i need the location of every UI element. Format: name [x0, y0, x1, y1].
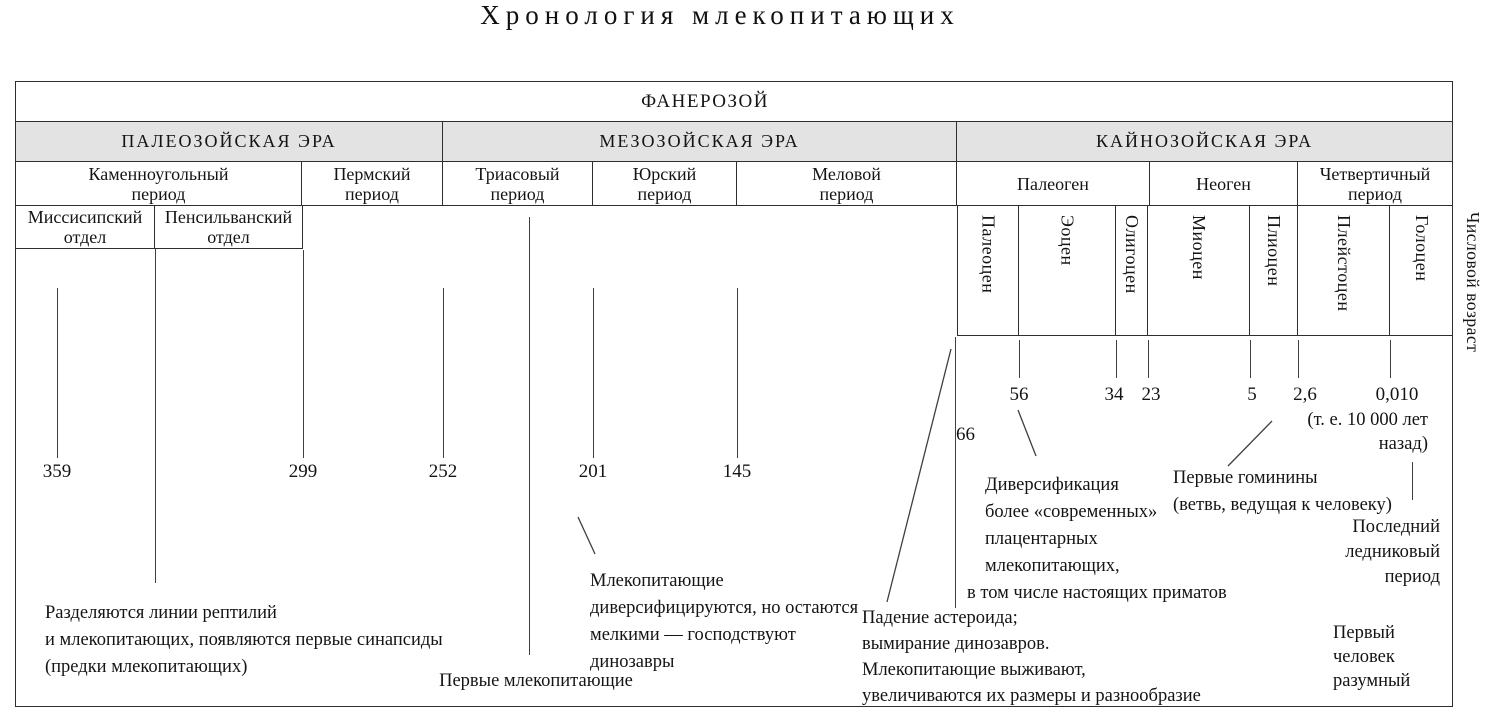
leader-line-last-glacial — [1412, 462, 1413, 500]
period-cell-neogene: Неоген — [1150, 162, 1298, 205]
tick-line-252 — [443, 288, 444, 458]
epoch-cell-eocene: Эоцен — [1019, 206, 1116, 335]
tick-line-5 — [1250, 340, 1251, 378]
epoch-row — [957, 206, 1453, 336]
epoch-cell-pliocene: Плиоцен — [1250, 206, 1298, 335]
leader-line-kpg-boundary — [955, 337, 956, 608]
epoch-cell-miocene: Миоцен — [1148, 206, 1250, 335]
period-row — [16, 162, 1452, 206]
period-cell-cretaceous: Меловой период — [737, 162, 957, 205]
tick-line-34 — [1116, 340, 1117, 378]
era-row — [16, 121, 1452, 162]
age-label-0-010: 0,010 — [1375, 384, 1419, 405]
age-label-299: 299 — [288, 461, 318, 482]
period-cell-carboniferous: Каменноугольный период — [16, 162, 302, 205]
period-cell-quaternary: Четвертичный период — [1319, 163, 1431, 204]
annotation-placental-diversification: Диверсификация более «современных» плацентарных млекопитающих, в том числе настоящих приматов — [967, 475, 1227, 603]
age-label-2-6: 2,6 — [1293, 384, 1317, 405]
epoch-cell-oligocene: Олигоцен — [1116, 206, 1148, 335]
annotation-mammals-diversify: Млекопитающие диверсифицируются, но остаются мелкими — господствуют динозавры — [590, 571, 859, 672]
age-label-359: 359 — [42, 461, 72, 482]
annotation-asteroid: Падение астероида; вымирание динозавров. Млекопитающие выживают, увеличиваются их размеры и разнообразие — [862, 608, 1201, 706]
annotation-synapsids: Разделяются линии рептилий и млекопитающих, появляются первые синапсиды (предки млекопитающих) — [45, 603, 443, 677]
annotation-first-hominins: Первые гоминины (ветвь, ведущая к человеку) — [1173, 468, 1392, 515]
annotation-first-mammals: Первые млекопитающие — [439, 671, 633, 691]
eon-label-phanerozoic: ФАНЕРОЗОЙ — [641, 91, 769, 112]
tick-line-23 — [1148, 340, 1149, 378]
period-cell-paleogene: Палеоген — [957, 162, 1150, 205]
tick-line-299 — [303, 250, 304, 458]
age-label-66: 66 — [956, 424, 975, 445]
age-label-23: 23 — [1141, 384, 1161, 405]
era-cell-mesozoic: МЕЗОЗОЙСКАЯ ЭРА — [443, 122, 957, 161]
numeric-age-axis-label: Числовой возраст — [1463, 212, 1483, 353]
tick-line-0-010 — [1390, 340, 1391, 378]
epoch-cell-pleistocene: Плейстоцен — [1298, 206, 1390, 335]
subdivision-cell-pennsylvanian: Пенсильванский отдел — [164, 207, 293, 247]
age-label-5: 5 — [1247, 384, 1257, 405]
period-cell-jurassic: Юрский период — [593, 162, 737, 205]
epoch-cell-holocene: Голоцен — [1412, 215, 1432, 282]
annotation-last-glacial: Последний ледниковый период — [1345, 517, 1440, 587]
subdivision-cell-mississippian: Миссисипский отдел — [16, 206, 155, 248]
leader-line-synapsids — [155, 249, 156, 583]
tick-line-201 — [593, 288, 594, 458]
period-cell-triassic: Триасовый период — [443, 162, 593, 205]
page-title: Хронология млекопитающих — [480, 0, 960, 30]
holocene-note: (т. е. 10 000 лет назад) — [1307, 410, 1428, 454]
tick-line-145 — [737, 288, 738, 458]
period-cell-permian: Пермский период — [302, 162, 443, 205]
age-label-34: 34 — [1104, 384, 1124, 405]
tick-line-359 — [57, 288, 58, 458]
tick-line-2-6 — [1298, 340, 1299, 378]
age-label-252: 252 — [428, 461, 458, 482]
annotation-first-homo-sapiens: Первый человек разумный — [1333, 623, 1411, 691]
epoch-cell-paleocene: Палеоцен — [958, 206, 1019, 335]
subdivision-row — [16, 206, 303, 249]
tick-line-56 — [1019, 340, 1020, 378]
age-label-56: 56 — [1009, 384, 1029, 405]
age-label-201: 201 — [578, 461, 608, 482]
era-cell-cenozoic: КАЙНОЗОЙСКАЯ ЭРА — [1095, 131, 1314, 151]
age-label-145: 145 — [722, 461, 752, 482]
leader-line-first-mammals — [529, 217, 530, 655]
era-cell-paleozoic: ПАЛЕОЗОЙСКАЯ ЭРА — [16, 122, 443, 161]
